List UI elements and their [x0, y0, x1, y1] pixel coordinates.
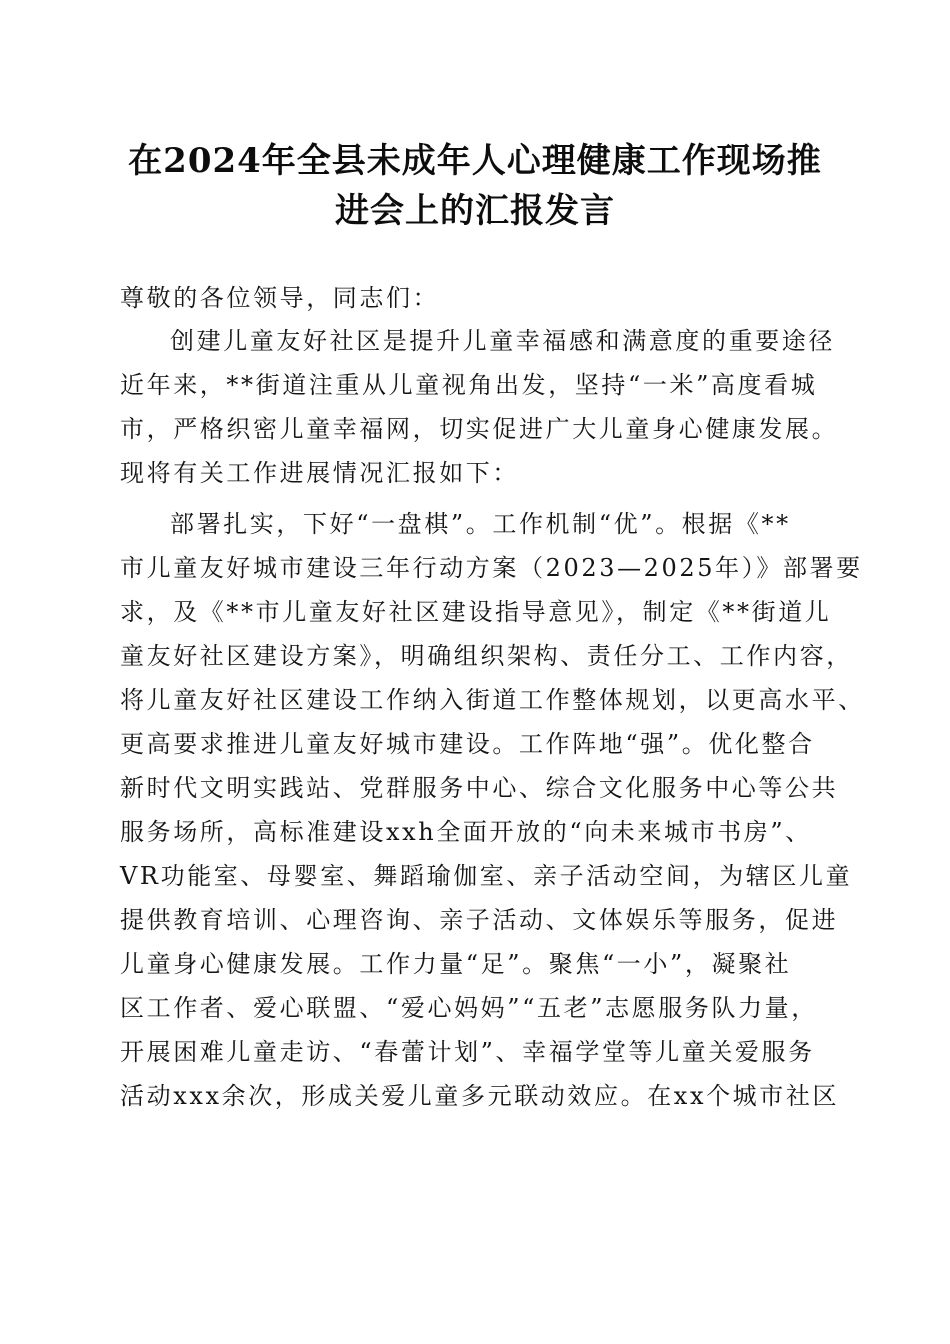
paragraph-2-line-3: 求，及《**市儿童友好社区建设指导意见》，制定《**街道儿 — [120, 598, 832, 626]
paragraph-1-line-4: 现将有关工作进展情况汇报如下： — [120, 459, 519, 487]
paragraph-2-line-11: 儿童身心健康发展。工作力量“足”。聚焦“一小”，凝聚社 — [120, 950, 792, 978]
paragraph-2-line-7: 新时代文明实践站、党群服务中心、综合文化服务中心等公共 — [120, 774, 839, 802]
paragraph-2-line-8: 服务场所，高标准建设xxh全面开放的“向未来城市书房”、 — [120, 818, 812, 846]
paragraph-2-line-5: 将儿童友好社区建设工作纳入街道工作整体规划，以更高水平、 — [120, 686, 865, 714]
paragraph-2-line-12: 区工作者、爱心联盟、“爱心妈妈”“五老”志愿服务队力量， — [120, 994, 818, 1022]
paragraph-2-line-13: 开展困难儿童走访、“春蕾计划”、幸福学堂等儿童关爱服务 — [120, 1038, 815, 1066]
paragraph-2-line-9: VR功能室、母婴室、舞蹈瑜伽室、亲子活动空间，为辖区儿童 — [120, 862, 853, 890]
paragraph-2-line-10: 提供教育培训、心理咨询、亲子活动、文体娱乐等服务，促进 — [120, 906, 839, 934]
paragraph-2-line-6: 更高要求推进儿童友好城市建设。工作阵地“强”。优化整合 — [120, 730, 815, 758]
document-title-line-1: 在2024年全县未成年人心理健康工作现场推 — [128, 141, 822, 181]
salutation: 尊敬的各位领导，同志们： — [120, 284, 440, 312]
paragraph-2-line-2: 市儿童友好城市建设三年行动方案（2023—2025年）》部署要 — [120, 554, 863, 582]
document-title-line-2: 进会上的汇报发言 — [335, 191, 615, 231]
paragraph-2-line-1: 部署扎实，下好“一盘棋”。工作机制“优”。根据《** — [170, 510, 791, 538]
paragraph-1-line-1: 创建儿童友好社区是提升儿童幸福感和满意度的重要途径 — [170, 327, 835, 355]
paragraph-1-line-2: 近年来，**街道注重从儿童视角出发，坚持“一米”高度看城 — [120, 371, 818, 399]
paragraph-2-line-4: 童友好社区建设方案》，明确组织架构、责任分工、工作内容， — [120, 642, 853, 670]
paragraph-1-line-3: 市，严格织密儿童幸福网，切实促进广大儿童身心健康发展。 — [120, 415, 839, 443]
paragraph-2-line-14: 活动xxx余次，形成关爱儿童多元联动效应。在xx个城市社区 — [120, 1082, 840, 1110]
